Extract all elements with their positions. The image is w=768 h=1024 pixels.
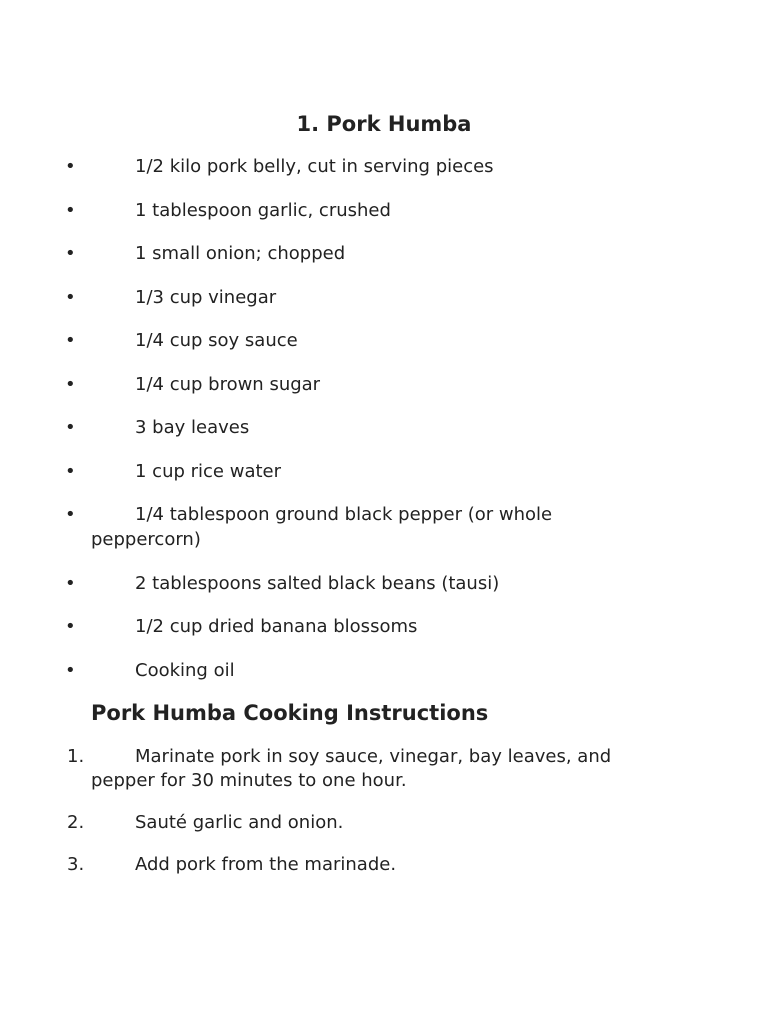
instruction-step (0, 811, 768, 835)
bullet-marker: • (65, 156, 76, 177)
ingredient-item (0, 154, 768, 179)
ingredient-text: 1 small onion; chopped (135, 243, 346, 264)
step-text: Marinate pork in soy sauce, vinegar, bay leaves, and pepper for 30 minutes to one hour. (91, 746, 612, 791)
ingredient-text: 3 bay leaves (135, 417, 250, 438)
ingredient-text: 1/2 kilo pork belly, cut in serving pieces (135, 156, 494, 177)
ingredient-item (0, 241, 768, 266)
instruction-step (0, 853, 768, 877)
bullet-marker: • (65, 460, 76, 482)
ingredient-text: 1/4 cup brown sugar (135, 373, 321, 395)
ingredient-text: 1 cup rice water (135, 460, 282, 482)
ingredient-item (0, 198, 768, 223)
ingredient-list (0, 154, 768, 701)
ingredient-text: 2 tablespoons salted black beans (tausi) (135, 572, 500, 594)
ingredient-text: 1 tablespoon garlic, crushed (135, 199, 391, 221)
bullet-marker: • (65, 373, 76, 395)
ingredient-text: 1/4 tablespoon ground black pepper (or whole peppercorn) (91, 504, 553, 550)
ingredient-item (0, 415, 768, 440)
ingredient-item (0, 502, 768, 552)
bullet-marker: • (65, 417, 76, 438)
instruction-step (0, 745, 768, 793)
bullet-marker: • (65, 286, 76, 308)
bullet-marker: • (65, 659, 76, 681)
bullet-marker: • (65, 330, 76, 351)
ingredient-item (0, 459, 768, 484)
step-number: 3. (67, 854, 85, 875)
ingredient-text: 1/3 cup vinegar (135, 286, 277, 308)
instruction-steps (0, 745, 768, 895)
step-number: 1. (67, 746, 85, 767)
ingredient-text: 1/4 cup soy sauce (135, 330, 298, 351)
ingredient-item (0, 328, 768, 353)
recipe-title: 1. Pork Humba (296, 112, 472, 136)
bullet-marker: • (65, 504, 76, 525)
bullet-marker: • (65, 616, 76, 637)
ingredient-item (0, 372, 768, 397)
bullet-marker: • (65, 243, 76, 264)
ingredient-text: 1/2 cup dried banana blossoms (135, 616, 418, 637)
ingredient-item (0, 658, 768, 683)
step-text: Add pork from the marinade. (135, 854, 397, 875)
bullet-marker: • (65, 572, 76, 594)
instructions-heading: Pork Humba Cooking Instructions (91, 701, 489, 725)
ingredient-item (0, 614, 768, 639)
ingredient-item (0, 571, 768, 596)
bullet-marker: • (65, 199, 76, 221)
step-text: Sauté garlic and onion. (135, 812, 344, 833)
step-number: 2. (67, 812, 85, 833)
ingredient-text: Cooking oil (135, 659, 235, 681)
ingredient-item (0, 285, 768, 310)
